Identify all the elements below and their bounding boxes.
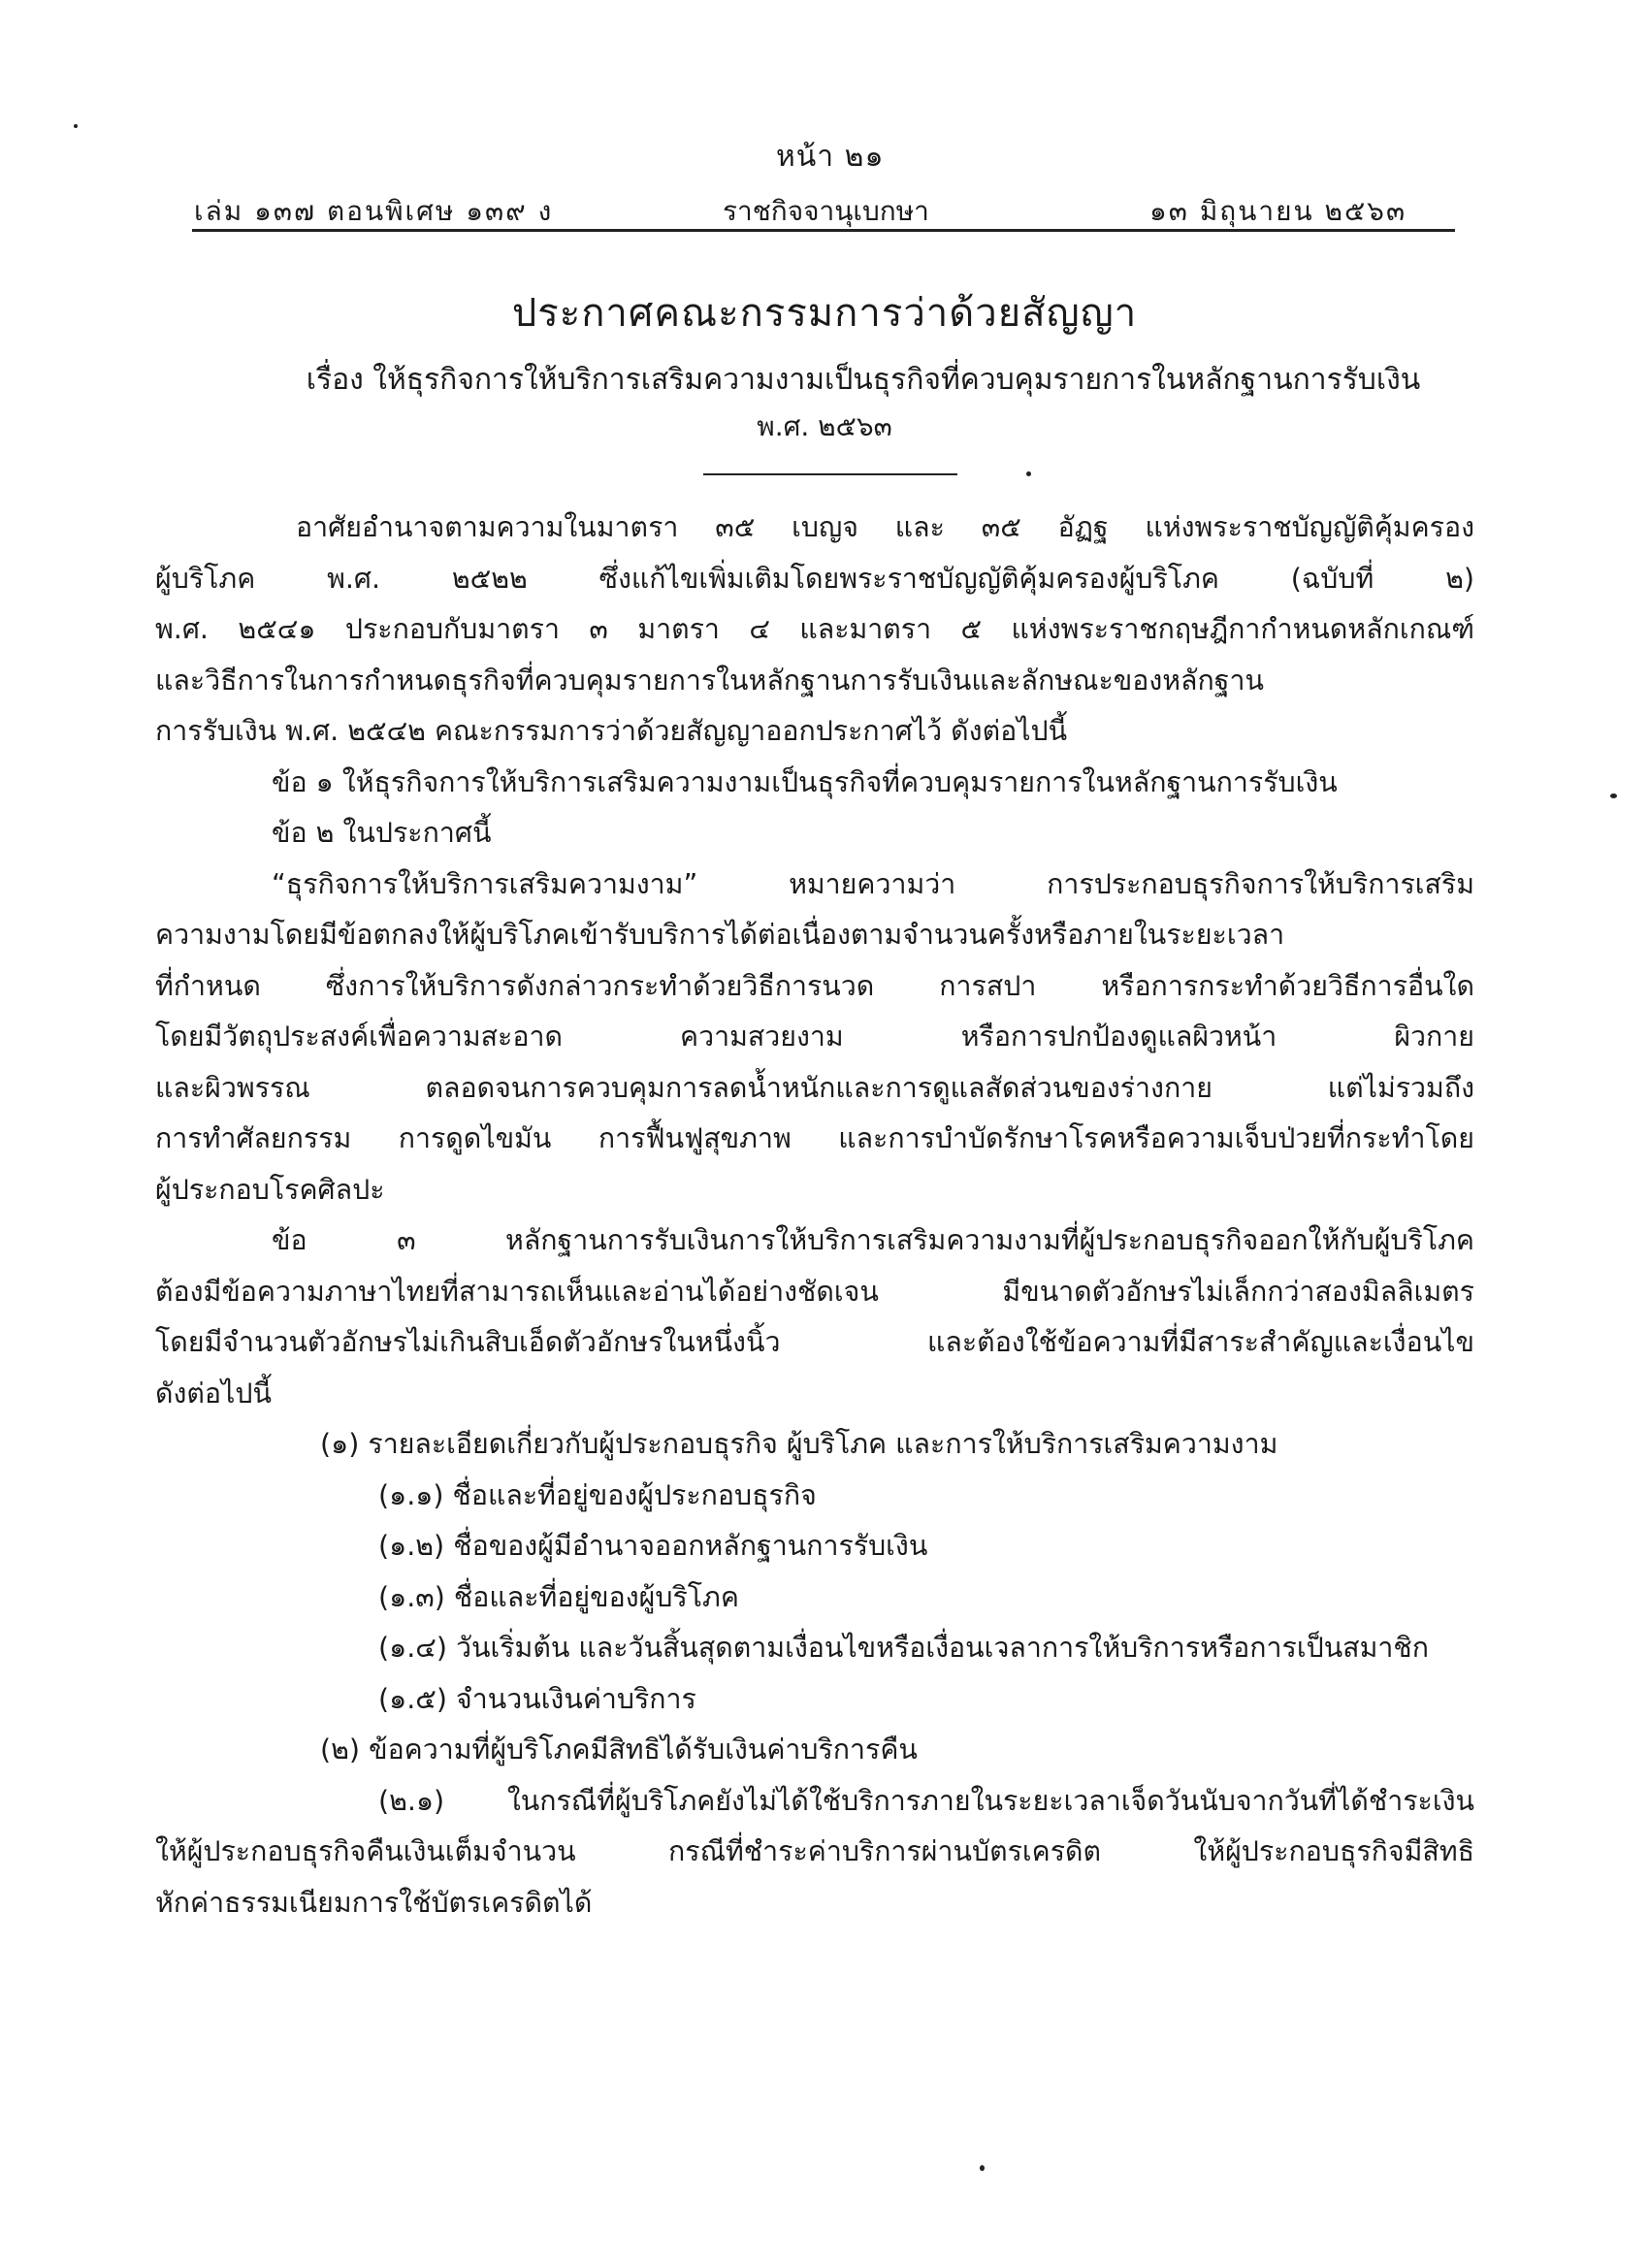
announcement-body xyxy=(155,502,1474,1928)
scan-speck xyxy=(74,124,78,128)
clause-3-line: ต้องมีข้อความภาษาไทยที่สามารถเห็นและอ่านได้อย่างชัดเจน มีขนาดตัวอักษรไม่เล็กกว่าสองมิลลิเมตร xyxy=(155,1275,1474,1308)
preamble-line: การรับเงิน พ.ศ. ๒๕๔๒ คณะกรรมการว่าด้วยสัญญาออกประกาศไว้ ดังต่อไปนี้ xyxy=(155,715,1068,747)
definition-line: การทำศัลยกรรม การดูดไขมัน การฟื้นฟูสุขภาพ และการบำบัดรักษาโรคหรือความเจ็บป่วยที่กระทำโดย xyxy=(155,1122,1474,1154)
definition-line: ผู้ประกอบโรคศิลปะ xyxy=(155,1173,385,1206)
item-2-1-line: ให้ผู้ประกอบธุรกิจคืนเงินเต็มจำนวน กรณีที่ชำระค่าบริการผ่านบัตรเครดิต ให้ผู้ประกอบธุรกิจมีสิทธิ xyxy=(155,1835,1474,1867)
definition-line: โดยมีวัตถุประสงค์เพื่อความสะอาด ความสวยงาม หรือการปกป้องดูแลผิวหน้า ผิวกาย xyxy=(155,1021,1474,1053)
clause-3-line: โดยมีจำนวนตัวอักษรไม่เกินสิบเอ็ดตัวอักษรในหนึ่งนิ้ว และต้องใช้ข้อความที่มีสาระสำคัญและเงื่อนไข xyxy=(155,1326,1474,1358)
publication-date: ๑๓ มิถุนายน ๒๕๖๓ xyxy=(1149,195,1407,227)
gazette-name: ราชกิจจานุเบกษา xyxy=(723,195,929,227)
clause-3-line: ข้อ ๓ หลักฐานการรับเงินการให้บริการเสริมความงามที่ผู้ประกอบธุรกิจออกให้กับผู้บริโภค xyxy=(272,1224,1474,1256)
announcement-subject: เรื่อง ให้ธุรกิจการให้บริการเสริมความงามเป็นธุรกิจที่ควบคุมรายการในหลักฐานการรับเงิน xyxy=(306,363,1421,397)
scan-speck xyxy=(1610,794,1617,798)
definition-line: และผิวพรรณ ตลอดจนการควบคุมการลดน้ำหนักและการดูแลสัดส่วนของร่างกาย แต่ไม่รวมถึง xyxy=(155,1071,1474,1104)
item-2-1-line: หักค่าธรรมเนียมการใช้บัตรเครดิตได้ xyxy=(155,1886,593,1919)
preamble-line: ผู้บริโภค พ.ศ. ๒๕๒๒ ซึ่งแก้ไขเพิ่มเติมโดยพระราชบัญญัติคุ้มครองผู้บริโภค (ฉบับที่ ๒) xyxy=(155,562,1474,595)
item-2-1-line: (๒.๑) ในกรณีที่ผู้บริโภคยังไม่ได้ใช้บริการภายในระยะเวลาเจ็ดวันนับจากวันที่ได้ชำระเงิน xyxy=(378,1784,1474,1817)
volume-issue: เล่ม ๑๓๗ ตอนพิเศษ ๑๓๙ ง xyxy=(194,195,554,227)
page-number: หน้า ๒๑ xyxy=(776,140,885,174)
scan-speck xyxy=(1026,471,1031,476)
clause-1: ข้อ ๑ ให้ธุรกิจการให้บริการเสริมความงามเป็นธุรกิจที่ควบคุมรายการในหลักฐานการรับเงิน xyxy=(272,765,1338,798)
clause-2: ข้อ ๒ ในประกาศนี้ xyxy=(272,817,492,849)
definition-line: ที่กำหนด ซึ่งการให้บริการดังกล่าวกระทำด้วยวิธีการนวด การสปา หรือการกระทำด้วยวิธีการอื่นใด xyxy=(155,969,1474,1002)
item-1-sub: (๑.๑) ชื่อและที่อยู่ของผู้ประกอบธุรกิจ xyxy=(378,1478,817,1511)
scan-speck xyxy=(980,2165,985,2171)
preamble-line: และวิธีการในการกำหนดธุรกิจที่ควบคุมรายการในหลักฐานการรับเงินและลักษณะของหลักฐาน xyxy=(155,664,1264,697)
item-1-sub: (๑.๓) ชื่อและที่อยู่ของผู้บริโภค xyxy=(378,1580,739,1613)
definition-line: ความงามโดยมีข้อตกลงให้ผู้บริโภคเข้ารับบริการได้ต่อเนื่องตามจำนวนครั้งหรือภายในระยะเวลา xyxy=(155,919,1285,951)
title-rule xyxy=(703,473,957,475)
item-2: (๒) ข้อความที่ผู้บริโภคมีสิทธิได้รับเงินค่าบริการคืน xyxy=(320,1733,918,1766)
clause-3-line: ดังต่อไปนี้ xyxy=(155,1377,272,1409)
preamble-line: อาศัยอำนาจตามความในมาตรา ๓๕ เบญจ และ ๓๕ อัฏฐ แห่งพระราชบัญญัติคุ้มครอง xyxy=(296,511,1474,543)
announcement-year: พ.ศ. ๒๕๖๓ xyxy=(757,410,892,442)
item-1-sub: (๑.๔) วันเริ่มต้น และวันสิ้นสุดตามเงื่อนไขหรือเงื่อนเวลาการให้บริการหรือการเป็นสมาชิก xyxy=(378,1632,1429,1664)
preamble-line: พ.ศ. ๒๕๔๑ ประกอบกับมาตรา ๓ มาตรา ๔ และมาตรา ๕ แห่งพระราชกฤษฎีกากำหนดหลักเกณฑ์ xyxy=(155,613,1474,645)
announcement-title: ประกาศคณะกรรมการว่าด้วยสัญญา xyxy=(511,291,1138,336)
definition-line: “ธุรกิจการให้บริการเสริมความงาม” หมายความว่า การประกอบธุรกิจการให้บริการเสริม xyxy=(272,867,1474,900)
header-rule xyxy=(192,229,1455,232)
item-1-sub: (๑.๕) จำนวนเงินค่าบริการ xyxy=(378,1682,696,1715)
item-1: (๑) รายละเอียดเกี่ยวกับผู้ประกอบธุรกิจ ผู้บริโภค และการให้บริการเสริมความงาม xyxy=(320,1428,1278,1460)
item-1-sub: (๑.๒) ชื่อของผู้มีอำนาจออกหลักฐานการรับเงิน xyxy=(378,1530,928,1562)
